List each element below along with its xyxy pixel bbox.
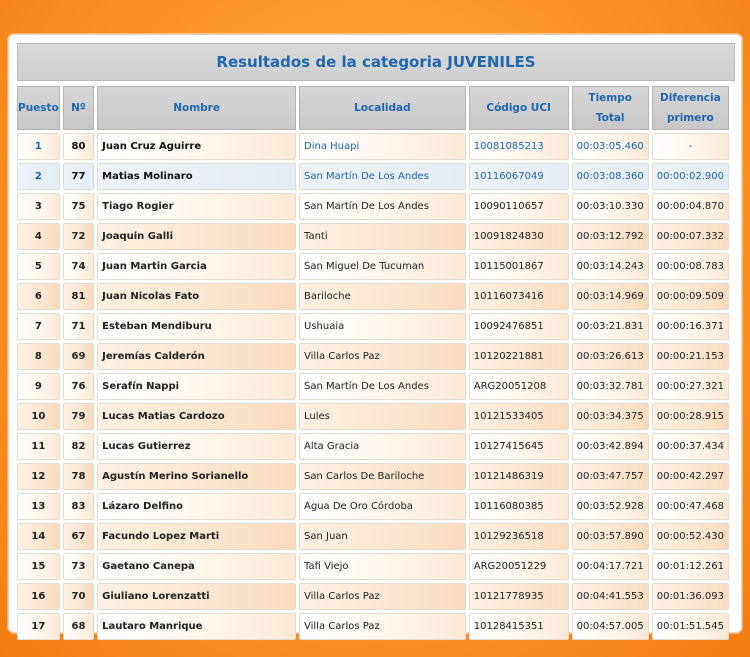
cell-localidad: San Martín De Los Andes <box>299 193 466 220</box>
cell-codigo-uci: 10091824830 <box>469 223 569 250</box>
cell-diferencia: 00:01:12.261 <box>652 553 729 580</box>
cell-localidad: Tanti <box>299 223 466 250</box>
cell-numero: 67 <box>63 523 94 550</box>
cell-numero: 80 <box>63 133 94 160</box>
cell-puesto: 11 <box>17 433 60 460</box>
cell-localidad: Tafi Viejo <box>299 553 466 580</box>
cell-codigo-uci: 10116067049 <box>469 163 569 190</box>
table-row[interactable] <box>17 583 729 610</box>
cell-diferencia: 00:00:07.332 <box>652 223 729 250</box>
cell-localidad: Dina Huapi <box>299 133 466 160</box>
cell-nombre: Agustín Merino Sorianello <box>97 463 296 490</box>
cell-numero: 71 <box>63 313 94 340</box>
cell-puesto: 17 <box>17 613 60 640</box>
cell-puesto: 7 <box>17 313 60 340</box>
cell-tiempo-total: 00:03:52.928 <box>572 493 649 520</box>
cell-tiempo-total: 00:03:08.360 <box>572 163 649 190</box>
table-row[interactable] <box>17 313 729 340</box>
col-header-diferencia-line2: primero <box>667 112 714 124</box>
cell-tiempo-total: 00:03:14.969 <box>572 283 649 310</box>
cell-diferencia: 00:00:27.321 <box>652 373 729 400</box>
cell-numero: 72 <box>63 223 94 250</box>
cell-codigo-uci: ARG20051208 <box>469 373 569 400</box>
cell-diferencia: 00:00:09.509 <box>652 283 729 310</box>
cell-numero: 78 <box>63 463 94 490</box>
cell-localidad: Villa Carlos Paz <box>299 343 466 370</box>
cell-tiempo-total: 00:03:10.330 <box>572 193 649 220</box>
cell-codigo-uci: 10116073416 <box>469 283 569 310</box>
col-header-numero[interactable]: Nº <box>63 86 94 130</box>
cell-tiempo-total: 00:03:47.757 <box>572 463 649 490</box>
cell-localidad: San Martín De Los Andes <box>299 163 466 190</box>
cell-codigo-uci: 10127415645 <box>469 433 569 460</box>
cell-nombre: Joaquin Galli <box>97 223 296 250</box>
table-row[interactable] <box>17 523 729 550</box>
cell-nombre: Jeremías Calderón <box>97 343 296 370</box>
cell-puesto: 2 <box>17 163 60 190</box>
cell-diferencia: 00:00:52.430 <box>652 523 729 550</box>
table-row[interactable] <box>17 343 729 370</box>
cell-codigo-uci: 10090110657 <box>469 193 569 220</box>
cell-diferencia: 00:00:04.870 <box>652 193 729 220</box>
cell-diferencia: 00:00:16.371 <box>652 313 729 340</box>
cell-numero: 79 <box>63 403 94 430</box>
results-panel <box>8 34 742 633</box>
cell-codigo-uci: 10121533405 <box>469 403 569 430</box>
cell-puesto: 4 <box>17 223 60 250</box>
cell-puesto: 9 <box>17 373 60 400</box>
cell-tiempo-total: 00:03:05.460 <box>572 133 649 160</box>
cell-localidad: Lules <box>299 403 466 430</box>
cell-tiempo-total: 00:03:14.243 <box>572 253 649 280</box>
cell-localidad: Villa Carlos Paz <box>299 583 466 610</box>
table-row[interactable] <box>17 253 729 280</box>
cell-codigo-uci: 10116080385 <box>469 493 569 520</box>
cell-nombre: Facundo Lopez Marti <box>97 523 296 550</box>
col-header-tiempo-line1: Tiempo <box>588 92 632 104</box>
cell-puesto: 15 <box>17 553 60 580</box>
cell-numero: 81 <box>63 283 94 310</box>
cell-numero: 75 <box>63 193 94 220</box>
cell-nombre: Serafín Nappi <box>97 373 296 400</box>
cell-tiempo-total: 00:03:26.613 <box>572 343 649 370</box>
cell-codigo-uci: 10115001867 <box>469 253 569 280</box>
cell-codigo-uci: 10121486319 <box>469 463 569 490</box>
cell-localidad: Ushuaia <box>299 313 466 340</box>
cell-codigo-uci: 10120221881 <box>469 343 569 370</box>
cell-tiempo-total: 00:04:17.721 <box>572 553 649 580</box>
cell-puesto: 12 <box>17 463 60 490</box>
cell-nombre: Juan Nicolas Fato <box>97 283 296 310</box>
cell-codigo-uci: 10081085213 <box>469 133 569 160</box>
cell-codigo-uci: 10092476851 <box>469 313 569 340</box>
cell-localidad: Villa Carlos Paz <box>299 613 466 640</box>
cell-tiempo-total: 00:04:57.005 <box>572 613 649 640</box>
cell-diferencia: 00:00:02.900 <box>652 163 729 190</box>
cell-localidad: Agua De Oro Córdoba <box>299 493 466 520</box>
cell-puesto: 16 <box>17 583 60 610</box>
cell-nombre: Lucas Matias Cardozo <box>97 403 296 430</box>
cell-numero: 74 <box>63 253 94 280</box>
cell-numero: 68 <box>63 613 94 640</box>
cell-numero: 76 <box>63 373 94 400</box>
cell-numero: 83 <box>63 493 94 520</box>
cell-diferencia: 00:00:37.434 <box>652 433 729 460</box>
cell-tiempo-total: 00:03:34.375 <box>572 403 649 430</box>
cell-tiempo-total: 00:03:32.781 <box>572 373 649 400</box>
cell-tiempo-total: 00:03:42.894 <box>572 433 649 460</box>
cell-nombre: Lázaro Delfino <box>97 493 296 520</box>
cell-diferencia: 00:00:47.468 <box>652 493 729 520</box>
table-row[interactable] <box>17 193 729 220</box>
cell-nombre: Lautaro Manrique <box>97 613 296 640</box>
cell-localidad: San Miguel De Tucuman <box>299 253 466 280</box>
table-header-row <box>17 86 729 130</box>
cell-localidad: Alta Gracia <box>299 433 466 460</box>
table-row[interactable] <box>17 553 729 580</box>
cell-tiempo-total: 00:03:12.792 <box>572 223 649 250</box>
cell-codigo-uci: ARG20051229 <box>469 553 569 580</box>
cell-codigo-uci: 10121778935 <box>469 583 569 610</box>
cell-puesto: 13 <box>17 493 60 520</box>
cell-tiempo-total: 00:03:21.831 <box>572 313 649 340</box>
cell-nombre: Lucas Gutierrez <box>97 433 296 460</box>
cell-diferencia: 00:00:28.915 <box>652 403 729 430</box>
cell-puesto: 6 <box>17 283 60 310</box>
cell-nombre: Juan Martin Garcia <box>97 253 296 280</box>
results-table <box>14 83 732 643</box>
col-header-puesto[interactable]: Puesto <box>17 86 60 130</box>
cell-diferencia: 00:01:36.093 <box>652 583 729 610</box>
table-row[interactable] <box>17 493 729 520</box>
cell-nombre: Giuliano Lorenzatti <box>97 583 296 610</box>
col-header-localidad[interactable]: Localidad <box>299 86 466 130</box>
cell-puesto: 1 <box>17 133 60 160</box>
cell-puesto: 10 <box>17 403 60 430</box>
cell-nombre: Gaetano Canepa <box>97 553 296 580</box>
cell-numero: 77 <box>63 163 94 190</box>
table-row[interactable] <box>17 163 729 190</box>
table-row[interactable] <box>17 223 729 250</box>
col-header-tiempo-line2: Total <box>595 112 625 124</box>
cell-localidad: San Martín De Los Andes <box>299 373 466 400</box>
cell-localidad: San Carlos De Bariloche <box>299 463 466 490</box>
cell-diferencia: - <box>652 133 729 160</box>
cell-tiempo-total: 00:03:57.890 <box>572 523 649 550</box>
col-header-tiempo-total[interactable] <box>572 86 649 130</box>
col-header-diferencia-line1: Diferencia <box>660 92 721 104</box>
table-row[interactable] <box>17 433 729 460</box>
col-header-nombre[interactable]: Nombre <box>97 86 296 130</box>
cell-tiempo-total: 00:04:41.553 <box>572 583 649 610</box>
col-header-codigo-uci[interactable]: Código UCI <box>469 86 569 130</box>
cell-nombre: Tiago Rogier <box>97 193 296 220</box>
cell-puesto: 14 <box>17 523 60 550</box>
table-row[interactable] <box>17 133 729 160</box>
cell-localidad: San Juan <box>299 523 466 550</box>
cell-nombre: Esteban Mendiburu <box>97 313 296 340</box>
cell-localidad: Bariloche <box>299 283 466 310</box>
cell-numero: 82 <box>63 433 94 460</box>
cell-nombre: Juan Cruz Aguirre <box>97 133 296 160</box>
cell-codigo-uci: 10129236518 <box>469 523 569 550</box>
table-row[interactable] <box>17 373 729 400</box>
cell-numero: 73 <box>63 553 94 580</box>
cell-diferencia: 00:00:08.783 <box>652 253 729 280</box>
col-header-diferencia[interactable] <box>652 86 729 130</box>
table-row[interactable] <box>17 613 729 640</box>
cell-diferencia: 00:00:42.297 <box>652 463 729 490</box>
cell-numero: 69 <box>63 343 94 370</box>
table-row[interactable] <box>17 403 729 430</box>
table-row[interactable] <box>17 463 729 490</box>
cell-puesto: 8 <box>17 343 60 370</box>
cell-nombre: Matias Molinaro <box>97 163 296 190</box>
cell-puesto: 3 <box>17 193 60 220</box>
cell-diferencia: 00:00:21.153 <box>652 343 729 370</box>
cell-diferencia: 00:01:51.545 <box>652 613 729 640</box>
cell-puesto: 5 <box>17 253 60 280</box>
cell-codigo-uci: 10128415351 <box>469 613 569 640</box>
cell-numero: 70 <box>63 583 94 610</box>
page-title: Resultados de la categoria JUVENILES <box>17 43 735 81</box>
table-row[interactable] <box>17 283 729 310</box>
